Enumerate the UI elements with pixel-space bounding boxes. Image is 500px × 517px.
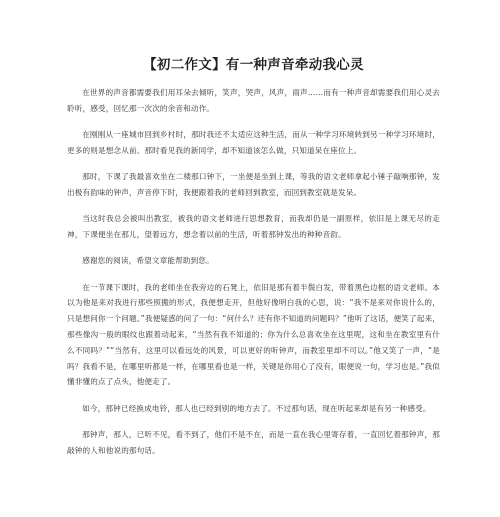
paragraph-5: 在一节课下课时，我的老师坐在我旁边的石凳上，依旧是那有着半鬓白发，带着黑色边框的语文老师。本以为他是来对我进行那些照搬的形式，我便想走开，但他好像明白我的心思，说：“我不是来对你说什么的，只是想问你一个问题。”我便疑惑的问了一句：“何什么？还有你不知道的问题吗？”他听了这话，便笑了起来，那些像沟一般的眼纹也跟着动起来，“当然有我不知道的；你为什么总喜欢坐在这里呢，这和坐在教室里有什么不同吗？”“当然有，这里可以看远处的风景，可以更好的听钟声，而教室里却不可以。”他又笑了一声，“是吗？我看不是，在哪里听都是一样，在哪里看也是一样，关键是你用心了没有，眼便说一句，学习也是。”我似懂非懂的点了点头，他便走了。 <box>67 282 440 387</box>
paragraph-1: 在世界的声音都需要我们用耳朵去倾听，笑声，哭声，风声，雨声……而有一种声音却需要我们用心灵去聆听，感受，回忆那一次次的余音和动作。 <box>67 88 440 113</box>
paragraph-3: 那时，下课了我最喜欢坐在二楼那口钟下，一坐便是坐到上课，等我的语文老师拿起小锤子敲响那钟，发出极有韵味的钟声，声音停下时，我便跟着我的老师回到教室，而回到教室就是发呆。 <box>67 172 440 197</box>
paragraph-6: 如今，那钟已经换成电铃，那人也已经到别的地方去了。不过那句话，现在听起来却是有另一种感受。 <box>82 403 431 413</box>
paragraph-7: 那钟声，那人，已听不见，看不到了，他们不是不在，而是一直在我心里寄存着，一直回忆着那钟声，那敲钟的人和他说的那句话。 <box>67 430 440 455</box>
article-title: 【初二作文】有一种声音牵动我心灵 <box>143 57 364 73</box>
reader-thanks-note: 感谢您的阅读，希望文章能帮助到您。 <box>82 256 214 266</box>
paragraph-2: 在刚刚从一座城市回到乡村时，那时我还不太适应这种生活，而从一种学习环境转到另一种学习环境时，更多的则是想念从前。那时看见我的新同学，却不知道该怎么做，只知道呆在座位上。 <box>67 130 440 155</box>
paragraph-4: 当这时我总会被叫出教室，被我的语文老师进行思想教育，而我却仍是一副原样，依旧是上课无尽的走神，下课便坐在那儿，望着远方，想念着以前的生活，听着那钟发出的种种音韵。 <box>67 214 440 240</box>
